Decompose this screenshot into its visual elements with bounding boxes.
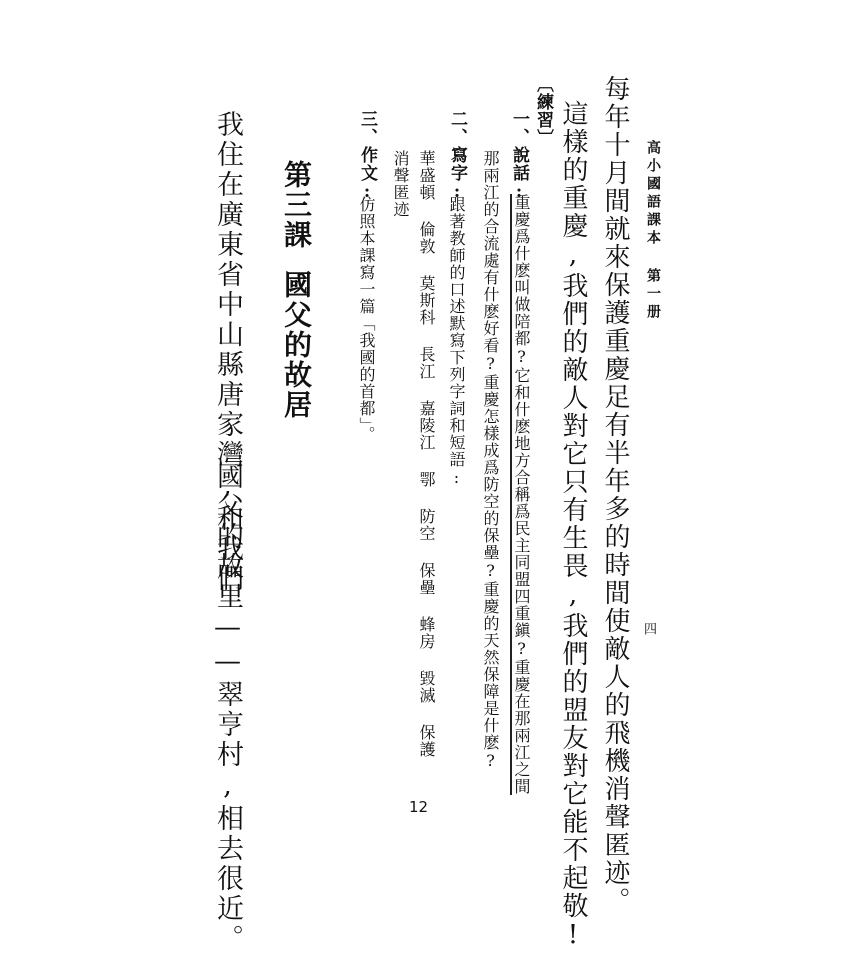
lesson3-number: 第三課	[280, 160, 313, 250]
exercise1-label: 一、說話:	[509, 110, 529, 203]
page-number: 12	[409, 798, 429, 816]
lesson2-line2: 這樣的重慶,我們的敵人對它只有生畏,我們的盟友對它能不起敬!	[558, 100, 588, 952]
exercise1-question1: 重慶爲什麽叫做陪都?它和什麽地方合稱爲民主同盟四重鎭?重慶在那兩江之間	[512, 194, 531, 795]
lesson3-title: 國父的故居	[280, 270, 313, 420]
exercise2-words-line2: 消聲匿迹	[391, 150, 410, 218]
exercise3-label: 三、作文:	[357, 110, 377, 203]
book-header: 高小國語課本 第一册	[645, 140, 661, 322]
exercise-heading: 〔練習〕	[533, 75, 553, 147]
exercise2-words-line1: 華盛頓 倫敦 莫斯科 長江 嘉陵江 鄂 防空 保壘 蜂房 毀滅 保護	[417, 150, 436, 758]
exercise3-text: 仿照本課寫一篇「我國的首都」。	[357, 196, 376, 443]
exercise2-label: 二、寫字:	[447, 110, 467, 203]
exercise1-question2: 那兩江的合流處有什麽好看?重慶怎樣成爲防空的保壘?重慶的天然保障是什麽?	[481, 150, 500, 771]
lesson3-line1: 我住在廣東省中山縣唐家灣,和我們	[212, 110, 243, 594]
page-marker: 四	[641, 622, 656, 635]
exercise2-instruction: 跟著教師的口述默寫下列字詞和短語:	[447, 196, 466, 488]
lesson3-line2-visible: 國父的故里——翠亨村,相去很近。	[212, 462, 243, 954]
lesson2-line1: 每年十月間就來保護重慶足有半年多的時間使敵人的飛機消聲匿迹。	[600, 75, 630, 915]
